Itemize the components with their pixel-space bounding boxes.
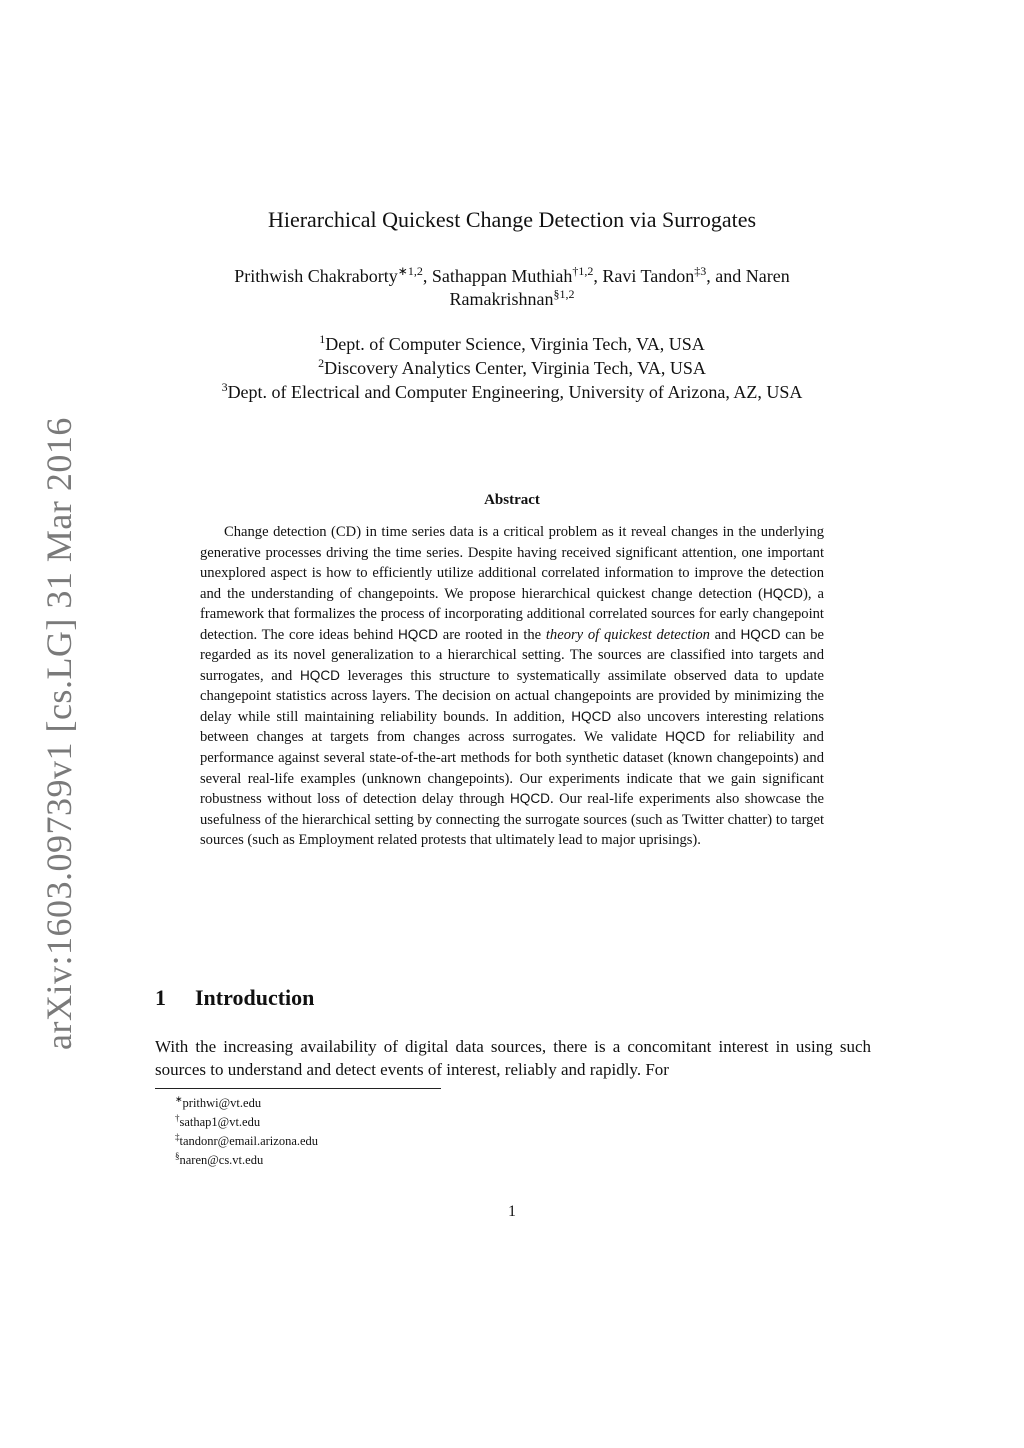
- abstract-text: ), a framework that formalizes the process of incorporating additional correlated sources for early changepoint detection. The core ideas behind: [200, 585, 824, 643]
- abstract-text: and: [709, 626, 741, 643]
- hqcd-acronym: HQCD: [299, 667, 340, 683]
- affiliation-list: [0, 332, 1024, 404]
- author-conjunction: , and Naren: [706, 266, 790, 286]
- affiliation: [0, 332, 1024, 356]
- affiliation: [0, 356, 1024, 380]
- hqcd-acronym: HQCD: [509, 791, 550, 807]
- affiliation-text: Dept. of Electrical and Computer Engineering, University of Arizona, AZ, USA: [227, 382, 803, 402]
- author-mark: ‡3: [694, 264, 707, 278]
- hqcd-acronym: HQCD: [665, 729, 706, 745]
- abstract-text: can be regarded as its novel generalization to a hierarchical setting. The sources are classified into targets and surrogates, and: [200, 626, 824, 684]
- page-number: 1: [508, 1203, 516, 1220]
- abstract-text: leverages this structure to systematically assimilate observed data to update changepoint statistics across layers. The decision on actual changepoints are provided by minimizing the delay while still maintaining reliability bounds. In addition,: [200, 667, 824, 725]
- footnote-email: sathap1@vt.edu: [179, 1115, 261, 1129]
- affiliation-mark: 2: [318, 356, 325, 370]
- footnote: [175, 1113, 318, 1132]
- abstract-text: Change detection (CD) in time series data is a critical problem as it reveal changes in the underlying generative processes driving the time series. Despite having received significant attention, one important unexplored aspect is how to efficiently utilize additional correlated information to improve the detection and the understanding of changepoints. We propose hierarchical quickest change detection (: [200, 524, 824, 602]
- footnote-mark: ∗: [175, 1093, 183, 1104]
- author-name: Ravi Tandon: [602, 266, 695, 286]
- author-name: Prithwish Chakraborty: [234, 266, 398, 286]
- section-number: 1: [155, 985, 166, 1010]
- hqcd-acronym: HQCD: [397, 626, 438, 642]
- affiliation-mark: 1: [319, 332, 326, 346]
- footnote: [175, 1094, 318, 1113]
- arxiv-identifier-stamp: arXiv:1603.09739v1 [cs.LG] 31 Mar 2016: [39, 417, 79, 1050]
- abstract-text: for reliability and performance against several state-of-the-art methods for both synthetic dataset (known changepoints) and several real-life examples (unknown changepoints). Our experiments indicate that we gain significant robustness without loss of detection delay through: [200, 729, 824, 808]
- hqcd-acronym: HQCD: [571, 708, 612, 724]
- author-mark: †1,2: [572, 264, 594, 278]
- emphasis-theory: theory of quickest detection: [545, 626, 710, 643]
- footnote-rule: [155, 1088, 441, 1089]
- introduction-paragraph: With the increasing availability of digital data sources, there is a concomitant interest in using such sources to understand and detect events of interest, reliably and rapidly. For: [155, 1037, 871, 1079]
- footnote-email: naren@cs.vt.edu: [179, 1153, 264, 1167]
- paper-title: Hierarchical Quickest Change Detection via Surrogates: [267, 207, 757, 232]
- footnote-email: tandonr@email.arizona.edu: [179, 1134, 319, 1148]
- author-list: Prithwish Chakraborty$^{∗1,2}$, Sathappan Muthiah$^{\dagger 1,2}$, Ravi Tandon$^{\ddagger 3}$, and Naren Ramakrishnan$^{\S 1,2}$: [234, 264, 790, 309]
- section-heading: [155, 985, 314, 1011]
- footnote-list: [175, 1094, 318, 1170]
- abstract-text: are rooted in the: [438, 626, 546, 643]
- footnote-mark: †: [175, 1112, 180, 1123]
- abstract-text: also uncovers interesting relations between changes at targets from changes across surrogates. We validate: [200, 708, 824, 746]
- hqcd-acronym: HQCD: [740, 626, 781, 642]
- affiliation-text: Discovery Analytics Center, Virginia Tech, VA, USA: [324, 358, 706, 378]
- hqcd-acronym: HQCD: [762, 585, 803, 601]
- affiliation: [0, 380, 1024, 404]
- footnote: [175, 1151, 318, 1170]
- abstract-text: . Our real-life experiments also showcase the usefulness of the hierarchical setting by connecting the surrogate sources (such as Twitter chatter) to target sources (such as Employment related protests that ultimately lead to major uprisings).: [200, 791, 824, 849]
- author-mark: ∗1,2: [397, 264, 423, 278]
- section-title: Introduction: [195, 985, 315, 1010]
- abstract-body: [200, 522, 824, 851]
- abstract-heading: Abstract: [484, 492, 540, 508]
- author-name: Sathappan Muthiah: [431, 266, 573, 286]
- affiliation-mark: 3: [221, 380, 228, 394]
- footnote-email: prithwi@vt.edu: [182, 1096, 262, 1110]
- affiliation-text: Dept. of Computer Science, Virginia Tech, VA, USA: [325, 334, 705, 354]
- footnote: [175, 1132, 318, 1151]
- footnote-mark: ‡: [175, 1131, 180, 1142]
- author-name: Ramakrishnan: [449, 289, 554, 309]
- author-mark: §1,2: [553, 287, 575, 301]
- footnote-mark: §: [175, 1150, 180, 1161]
